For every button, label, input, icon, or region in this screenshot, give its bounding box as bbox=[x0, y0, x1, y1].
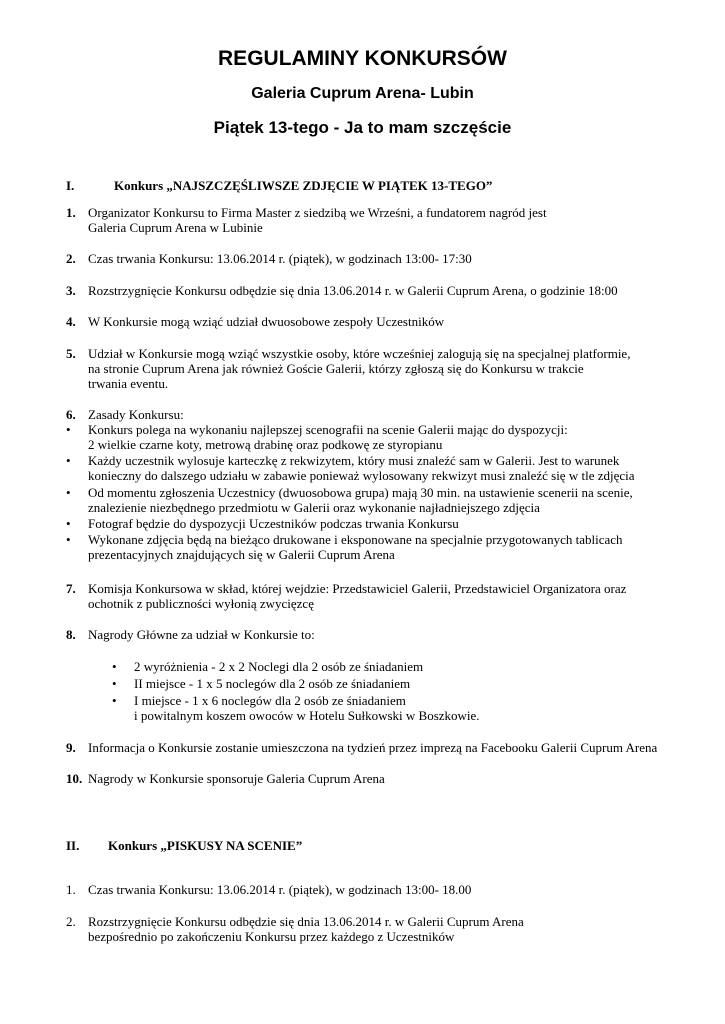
section-2-number: II. bbox=[66, 838, 80, 853]
item-text-line: Nagrody w Konkursie sponsoruje Galeria Cuprum Arena bbox=[88, 771, 385, 786]
item-text-line: trwania eventu. bbox=[88, 376, 169, 391]
item-text-line: Organizator Konkursu to Firma Master z siedzibą we Wrześni, a fundatorem nagród jest bbox=[88, 205, 547, 220]
section-2-title: Konkurs „PISKUSY NA SCENIE” bbox=[108, 838, 303, 853]
item-number: 2. bbox=[66, 914, 76, 929]
bullet-text-line: konieczny do dalszego udziału w zabawie ponieważ wylosowany rekwizyt musi znaleźć się w tle zdjęcia bbox=[88, 468, 635, 483]
item-text-line: na stronie Cuprum Arena jak również Goście Galerii, którzy zgłoszą się do Konkursu w trakcie bbox=[88, 361, 584, 376]
item-number: 7. bbox=[66, 581, 76, 596]
bullet-icon: • bbox=[112, 676, 117, 691]
item-text-line: Zasady Konkursu: bbox=[88, 407, 184, 422]
bullet-text-line: Każdy uczestnik wylosuje karteczkę z rekwizytem, który musi znaleźć sam w Galerii. Jest to warunek bbox=[88, 453, 620, 468]
document-subtitle: Galeria Cuprum Arena- Lubin bbox=[251, 85, 474, 102]
bullet-text-line: I miejsce - 1 x 6 noclegów dla 2 osób ze śniadaniem bbox=[134, 693, 406, 708]
bullet-text-line: i powitalnym koszem owoców w Hotelu Sułkowski w Boszkowie. bbox=[134, 708, 480, 723]
item-text-line: Czas trwania Konkursu: 13.06.2014 r. (piątek), w godzinach 13:00- 17:30 bbox=[88, 251, 472, 266]
item-text-line: bezpośrednio po zakończeniu Konkursu przez każdego z Uczestników bbox=[88, 929, 455, 944]
item-text-line: Rozstrzygnięcie Konkursu odbędzie się dnia 13.06.2014 r. w Galerii Cuprum Arena, o godzinie 18:00 bbox=[88, 283, 618, 298]
item-number: 2. bbox=[66, 251, 76, 266]
bullet-icon: • bbox=[66, 532, 71, 547]
item-text-line: Rozstrzygnięcie Konkursu odbędzie się dnia 13.06.2014 r. w Galerii Cuprum Arena bbox=[88, 914, 524, 929]
item-number: 1. bbox=[66, 205, 76, 220]
item-text-line: Udział w Konkursie mogą wziąć wszystkie osoby, które wcześniej zalogują się na specjalnej platformie, bbox=[88, 346, 631, 361]
bullet-text-line: Fotograf będzie do dyspozycji Uczestników podczas trwania Konkursu bbox=[88, 516, 459, 531]
bullet-icon: • bbox=[112, 659, 117, 674]
item-text-line: Czas trwania Konkursu: 13.06.2014 r. (piątek), w godzinach 13:00- 18.00 bbox=[88, 882, 472, 897]
bullet-icon: • bbox=[66, 516, 71, 531]
bullet-icon: • bbox=[112, 693, 117, 708]
bullet-text-line: 2 wyróżnienia - 2 x 2 Noclegi dla 2 osób ze śniadaniem bbox=[134, 659, 424, 674]
item-number: 8. bbox=[66, 627, 76, 642]
item-number: 1. bbox=[66, 882, 76, 897]
item-number: 5. bbox=[66, 346, 76, 361]
item-number: 4. bbox=[66, 314, 76, 329]
bullet-icon: • bbox=[66, 485, 71, 500]
bullet-text-line: 2 wielkie czarne koty, metrową drabinę oraz podkowę ze styropianu bbox=[88, 437, 443, 452]
bullet-text-line: Konkurs polega na wykonaniu najlepszej scenografii na scenie Galerii mając do dyspozycji: bbox=[88, 422, 568, 437]
bullet-text-line: prezentacyjnych znajdujących się w Galerii Cuprum Arena bbox=[88, 547, 395, 562]
bullet-text-line: Wykonane zdjęcia będą na bieżąco drukowane i eksponowane na specjalnie przygotowanych tablicach bbox=[88, 532, 623, 547]
item-text-line: Komisja Konkursowa w skład, której wejdzie: Przedstawiciel Galerii, Przedstawiciel Organizatora oraz bbox=[88, 581, 627, 596]
item-number: 3. bbox=[66, 283, 76, 298]
item-number: 6. bbox=[66, 407, 76, 422]
bullet-text-line: Od momentu zgłoszenia Uczestnicy (dwuosobowa grupa) mają 30 min. na ustawienie scenerii na scenie, bbox=[88, 485, 633, 500]
bullet-text-line: znalezienie niezbędnego przedmiotu w Galerii oraz wykonanie najładniejszego zdjęcia bbox=[88, 500, 540, 515]
item-text-line: Nagrody Główne za udział w Konkursie to: bbox=[88, 627, 315, 642]
bullet-text-line: II miejsce - 1 x 5 noclegów dla 2 osób ze śniadaniem bbox=[134, 676, 411, 691]
item-number: 9. bbox=[66, 740, 76, 755]
bullet-icon: • bbox=[66, 422, 71, 437]
section-1-number: I. bbox=[66, 178, 75, 193]
item-text-line: ochotnik z publiczności wyłonią zwycięzcę bbox=[88, 596, 314, 611]
item-text-line: Galeria Cuprum Arena w Lubinie bbox=[88, 220, 263, 235]
item-number: 10. bbox=[66, 771, 83, 786]
bullet-icon: • bbox=[66, 453, 71, 468]
document-tagline: Piątek 13-tego - Ja to mam szczęście bbox=[213, 118, 512, 137]
item-text-line: Informacja o Konkursie zostanie umieszczona na tydzień przez imprezą na Facebooku Galerii Cuprum Arena bbox=[88, 740, 658, 755]
section-1-title: Konkurs „NAJSZCZĘŚLIWSZE ZDJĘCIE W PIĄTEK 13-TEGO” bbox=[114, 178, 493, 193]
document-title: REGULAMINY KONKURSÓW bbox=[218, 47, 507, 70]
item-text-line: W Konkursie mogą wziąć udział dwuosobowe zespoły Uczestników bbox=[88, 314, 445, 329]
